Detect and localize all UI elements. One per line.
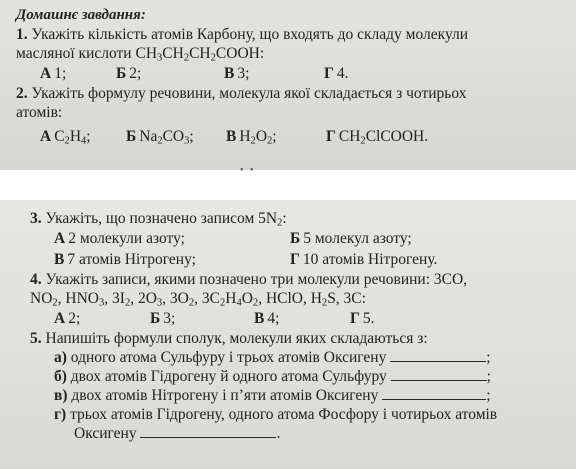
option-g[interactable]: Г 5. (350, 310, 375, 327)
question-1-line-2: масляної кислоти $CH_3CH_2CH_2COOH$: (16, 45, 265, 64)
question-4-number: 4. (30, 271, 42, 288)
question-3-line: 3. Укажіть, що позначено записом $5N_2$: (30, 210, 287, 229)
option-v[interactable]: В $H_2O_2$; (226, 128, 277, 147)
question-3-text: Укажіть, що позначено записом 5N (45, 210, 278, 227)
option-a[interactable]: А 2; (54, 310, 81, 327)
question-5-item-a: а) одного атома Сульфуру і трьох атомів Оксигену ; (54, 349, 491, 366)
answer-blank[interactable] (390, 349, 486, 362)
option-a[interactable]: А 1; (40, 65, 67, 82)
question-2-line-2: атомів: (16, 104, 63, 121)
question-5-line (30, 329, 566, 348)
question-1-number: 1. (16, 26, 28, 43)
option-g[interactable]: Г $CH_2ClCOOH$. (326, 128, 429, 147)
option-g[interactable]: Г 4. (324, 65, 349, 82)
option-b[interactable]: Б 3; (150, 310, 176, 327)
question-4-text: Укажіть записи, якими позначено три молекули речовини: 3CO, (45, 271, 468, 288)
option-a[interactable]: А 2 молекули азоту; (54, 230, 185, 247)
question-5-item-g-continued: Оксигену . (74, 425, 281, 442)
option-v[interactable]: В 7 атомів Нітрогену; (54, 251, 196, 268)
question-5-number: 5. (30, 330, 42, 347)
option-b[interactable]: Б $Na_2CO_3$; (126, 128, 194, 147)
question-2-line-1 (16, 84, 566, 103)
option-b[interactable]: Б 2; (116, 65, 142, 82)
question-4-line-1 (30, 270, 566, 289)
question-3-options-row-1 (30, 228, 566, 249)
page-mark: • • (240, 165, 256, 176)
question-2-number: 2. (16, 85, 28, 102)
homework-photo-top (0, 0, 576, 176)
question-2-text: Укажіть формулу речовини, молекула якої складається з чотирьох (31, 85, 467, 102)
question-1-line-1 (16, 25, 566, 44)
question-2-options (16, 126, 566, 147)
option-v[interactable]: В 4; (254, 310, 280, 327)
option-v[interactable]: В 3; (224, 65, 250, 82)
question-3-options-row-2 (30, 249, 566, 270)
option-a[interactable]: А $C_2H_4$; (40, 128, 91, 147)
option-b[interactable]: Б 5 молекул азоту; (290, 230, 412, 247)
option-g[interactable]: Г 10 атомів Нітрогену. (290, 251, 438, 268)
question-4-line-2: $NO_2$, $HNO_3$, $3I_2$, $2O_3$, $3O_2$, $3C_2H_4O_2$, HClO, $H_2S$, 3C: (30, 290, 366, 309)
question-5-item-g: г) трьох атомів Гідрогену, одного атома Фосфору і чотирьох атомів (54, 406, 498, 423)
question-1-options (16, 63, 566, 84)
question-4-options (30, 308, 566, 329)
question-3-number: 3. (30, 210, 42, 227)
question-5-item-v: в) двох атомів Нітрогену і п’яти атомів Оксигену ; (54, 387, 491, 404)
homework-heading: Домашнє завдання: (16, 7, 146, 23)
answer-blank[interactable] (140, 425, 276, 438)
answer-blank[interactable] (382, 387, 486, 400)
answer-blank[interactable] (391, 368, 487, 381)
question-1-text: Укажіть кількість атомів Карбону, що входять до складу молекули (31, 26, 469, 43)
question-5-item-b: б) двох атомів Гідрогену й одного атома Сульфуру ; (54, 368, 491, 385)
question-5-text: Напишіть формули сполук, молекули яких складаються з: (45, 330, 428, 347)
homework-photo-bottom (0, 200, 576, 469)
